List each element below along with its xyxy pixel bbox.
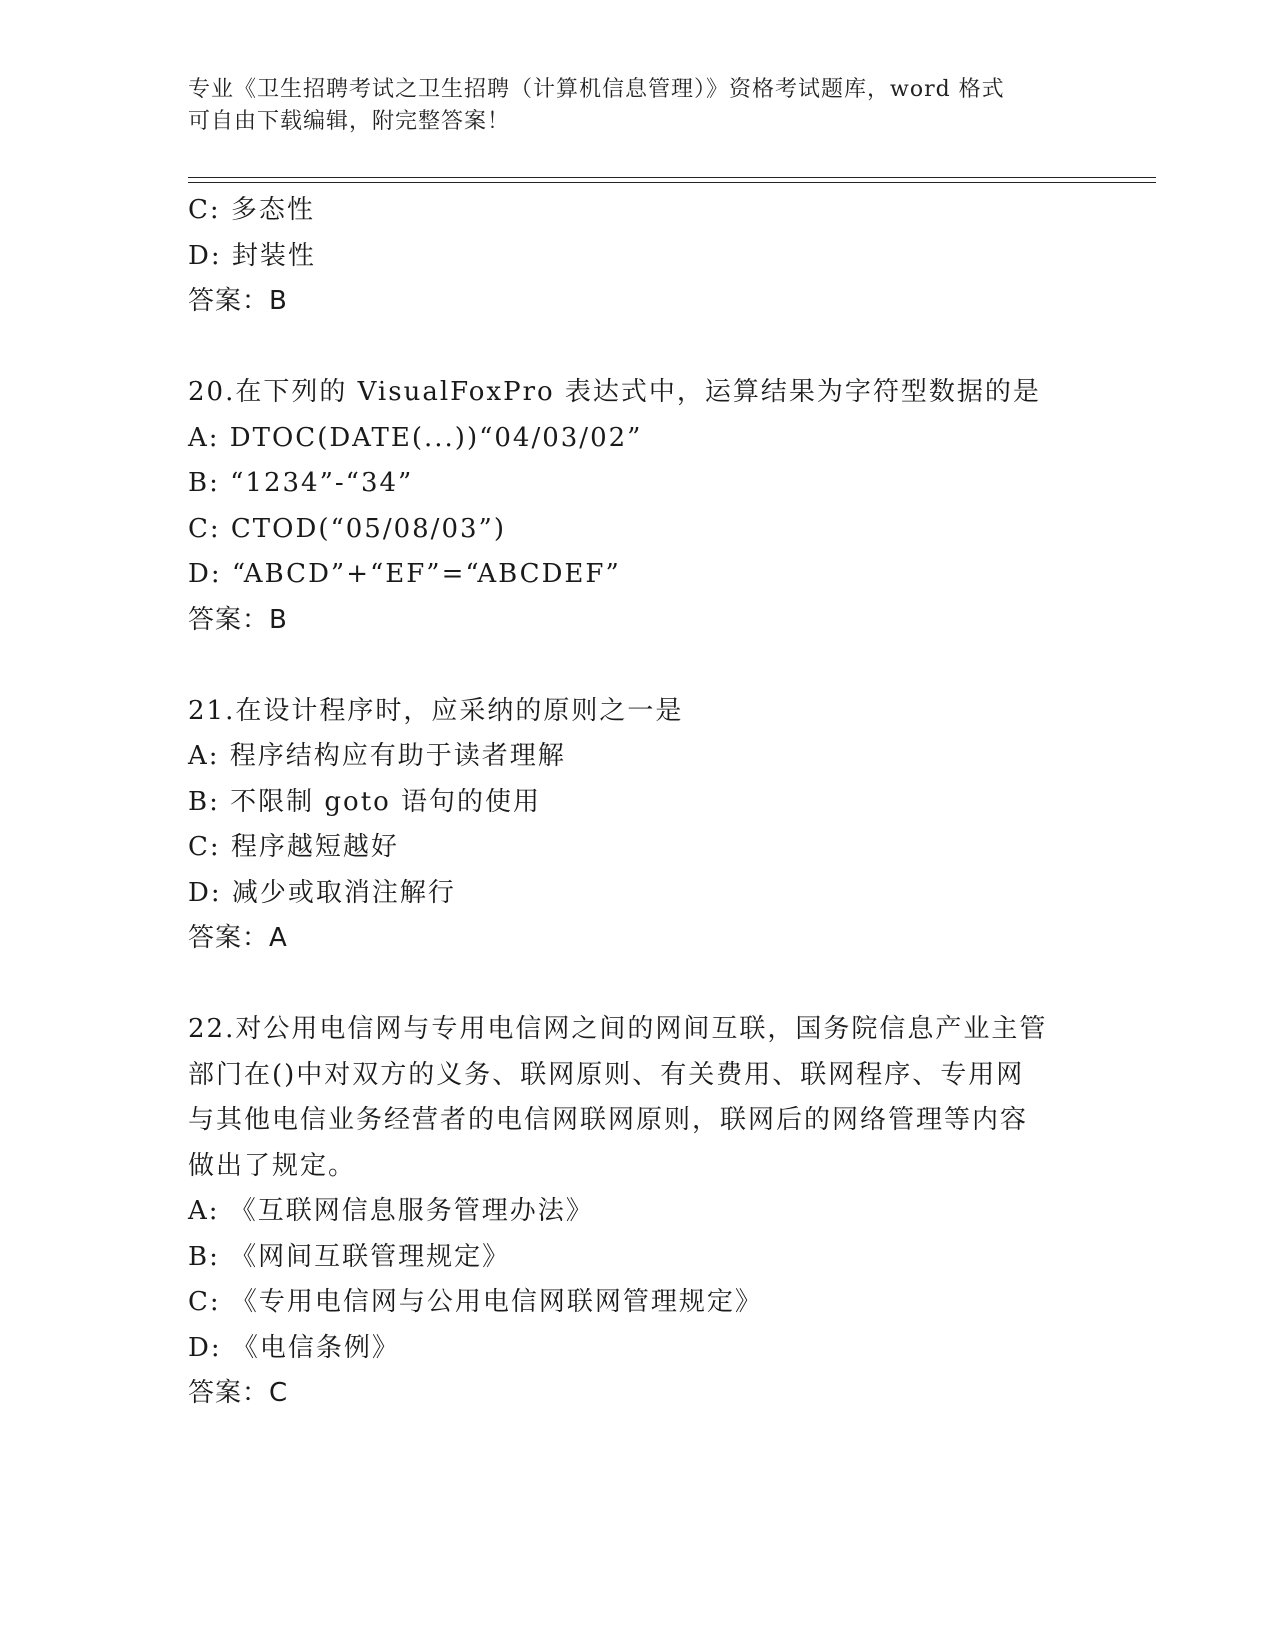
question-19-tail <box>188 188 1088 325</box>
answer-label: 答案：B <box>188 286 288 316</box>
option-b: B: 《网间互联管理规定》 <box>188 1241 511 1272</box>
answer-label: 答案：A <box>188 923 288 953</box>
spacer <box>188 325 1088 371</box>
option-c: C: 程序越短越好 <box>188 832 399 862</box>
question-21 <box>188 689 1088 962</box>
option-b: B: 不限制 goto 语句的使用 <box>188 786 542 817</box>
option-b: B: “1234”-“34” <box>188 468 414 498</box>
option-a: A: DTOC(DATE(...))“04/03/02” <box>188 422 643 453</box>
option-c: C: 《专用电信网与公用电信网联网管理规定》 <box>188 1287 763 1317</box>
question-stem: 20.在下列的 VisualFoxPro 表达式中，运算结果为字符型数据的是 <box>188 377 1041 407</box>
answer-label: 答案：B <box>188 604 288 635</box>
document-header <box>188 74 1088 138</box>
answer-label: 答案：C <box>188 1378 289 1408</box>
question-stem-line: 部门在()中对双方的义务、联网原则、有关费用、联网程序、专用网 <box>188 1059 1025 1090</box>
header-divider-bottom <box>188 182 1156 183</box>
option-d: D: “ABCD”+“EF”=“ABCDEF” <box>188 559 621 589</box>
spacer <box>188 962 1088 1008</box>
question-22 <box>188 1007 1088 1417</box>
question-stem-line: 做出了规定。 <box>188 1150 357 1181</box>
option-d: D: 《电信条例》 <box>188 1332 400 1363</box>
option-d: D: 减少或取消注解行 <box>188 877 456 908</box>
question-20 <box>188 370 1088 643</box>
header-line-1: 专业《卫生招聘考试之卫生招聘（计算机信息管理）》资格考试题库，word 格式 <box>188 77 1005 102</box>
question-stem-line: 22.对公用电信网与专用电信网之间的网间互联，国务院信息产业主管 <box>188 1014 1048 1044</box>
option-a: A: 《互联网信息服务管理办法》 <box>188 1196 594 1226</box>
spacer <box>188 643 1088 689</box>
question-list <box>188 188 1088 1417</box>
option-a: A: 程序结构应有助于读者理解 <box>188 741 566 771</box>
header-line-2: 可自由下载编辑，附完整答案！ <box>188 109 511 134</box>
option-c: C: CTOD(“05/08/03”) <box>188 513 506 544</box>
option-c: C: 多态性 <box>188 195 315 225</box>
question-stem-line: 与其他电信业务经营者的电信网联网原则，联网后的网络管理等内容 <box>188 1105 1029 1135</box>
header-divider-top <box>188 177 1156 178</box>
question-stem: 21.在设计程序时，应采纳的原则之一是 <box>188 695 684 726</box>
option-d: D: 封装性 <box>188 240 316 271</box>
